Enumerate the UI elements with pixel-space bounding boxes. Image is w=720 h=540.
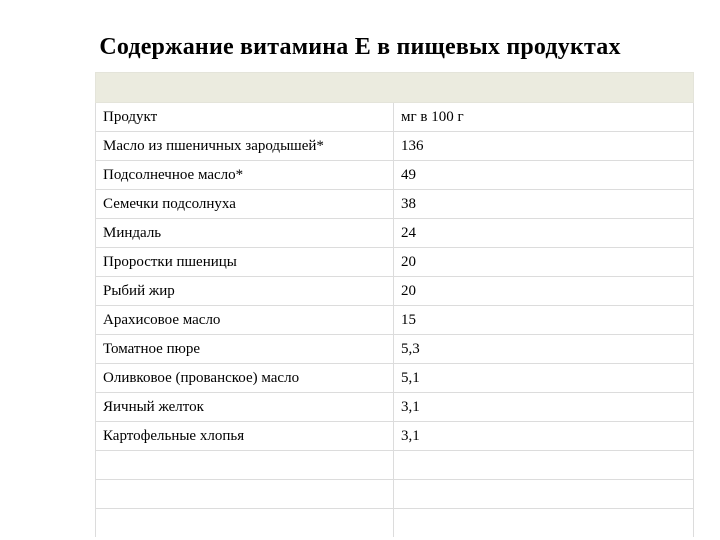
cell-amount: 20 [394,248,694,277]
table-row [96,393,694,422]
table-row [96,190,694,219]
cell-amount: 3,1 [394,393,694,422]
table-header-row [96,103,694,132]
empty-row [96,509,694,538]
empty-cell [96,480,394,509]
cell-product: Картофельные хлопья [96,422,394,451]
header-amount: мг в 100 г [394,103,694,132]
table-banner-cell [96,73,694,103]
cell-amount: 5,1 [394,364,694,393]
page-title: Содержание витамина Е в пищевых продуктах [99,34,621,60]
cell-amount: 15 [394,306,694,335]
cell-product: Проростки пшеницы [96,248,394,277]
cell-product: Томатное пюре [96,335,394,364]
table-row [96,161,694,190]
empty-cell [96,509,394,538]
cell-product: Рыбий жир [96,277,394,306]
table-row [96,219,694,248]
table-row [96,248,694,277]
header-product: Продукт [96,103,394,132]
empty-row [96,480,694,509]
table-row [96,335,694,364]
empty-row [96,451,694,480]
cell-product: Подсолнечное масло* [96,161,394,190]
cell-amount: 20 [394,277,694,306]
table-row [96,364,694,393]
table-row [96,422,694,451]
empty-cell [96,451,394,480]
cell-amount: 5,3 [394,335,694,364]
table-row [96,306,694,335]
table-row [96,277,694,306]
cell-product: Семечки подсолнуха [96,190,394,219]
vitamin-e-table [95,72,693,537]
cell-product: Яичный желток [96,393,394,422]
cell-product: Миндаль [96,219,394,248]
cell-amount: 3,1 [394,422,694,451]
empty-cell [394,509,694,538]
cell-amount: 24 [394,219,694,248]
cell-product: Арахисовое масло [96,306,394,335]
cell-amount: 49 [394,161,694,190]
empty-cell [394,480,694,509]
cell-amount: 136 [394,132,694,161]
data-table [95,72,694,537]
empty-cell [394,451,694,480]
table-banner-row [96,73,694,103]
table-row [96,132,694,161]
cell-product: Масло из пшеничных зародышей* [96,132,394,161]
cell-amount: 38 [394,190,694,219]
cell-product: Оливковое (прованское) масло [96,364,394,393]
